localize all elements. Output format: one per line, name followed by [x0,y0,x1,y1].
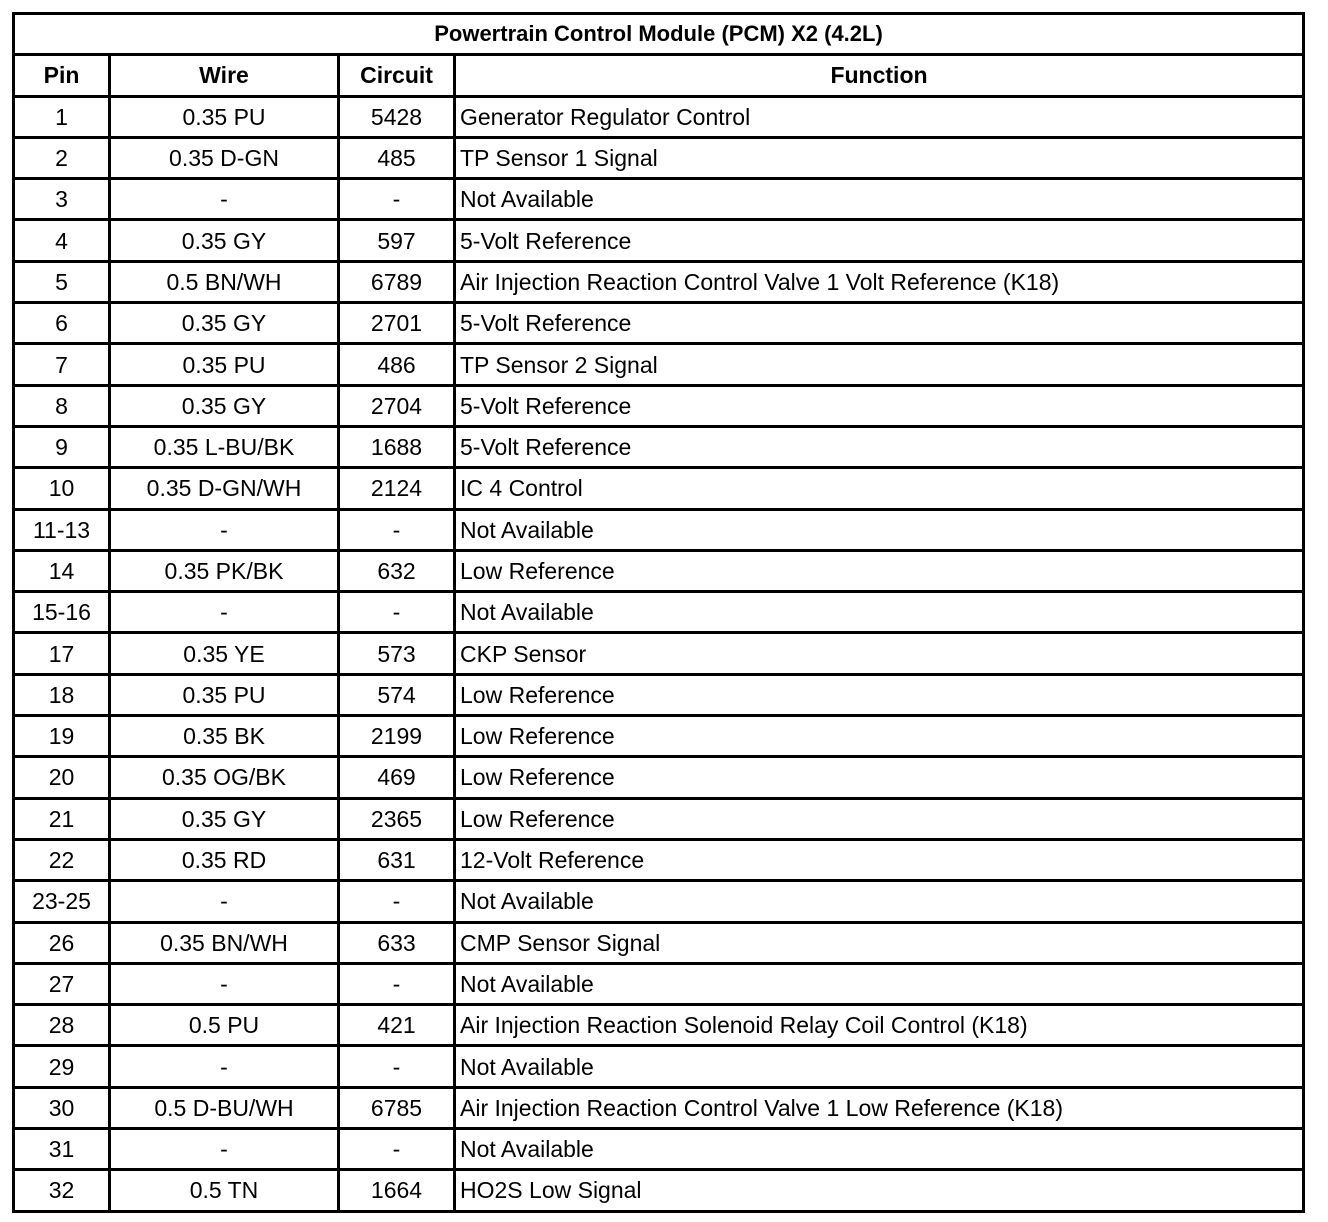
table-row [15,180,1305,221]
table-row [15,965,1305,1006]
function-cell: 5-Volt Reference [456,221,1305,262]
function-cell: CMP Sensor Signal [456,924,1305,965]
wire-cell: 0.35 BN/WH [111,924,340,965]
table-row [15,1171,1305,1212]
function-cell: Low Reference [456,676,1305,717]
pin-cell: 30 [15,1089,111,1130]
wire-cell: 0.35 L-BU/BK [111,428,340,469]
table-row [15,1006,1305,1047]
function-cell: Low Reference [456,758,1305,799]
pin-cell: 3 [15,180,111,221]
wire-cell: 0.35 GY [111,304,340,345]
header-pin: Pin [15,56,111,97]
pin-cell: 6 [15,304,111,345]
function-cell: 5-Volt Reference [456,304,1305,345]
pin-cell: 9 [15,428,111,469]
pin-cell: 8 [15,387,111,428]
table-row [15,345,1305,386]
circuit-cell: 485 [340,139,456,180]
wire-cell: 0.35 OG/BK [111,758,340,799]
function-cell: Not Available [456,965,1305,1006]
table-row [15,924,1305,965]
function-cell: Not Available [456,1130,1305,1171]
circuit-cell: 597 [340,221,456,262]
pin-cell: 27 [15,965,111,1006]
function-cell: IC 4 Control [456,469,1305,510]
wire-cell: - [111,180,340,221]
circuit-cell: - [340,1130,456,1171]
circuit-cell: 1688 [340,428,456,469]
pin-cell: 11-13 [15,511,111,552]
function-cell: Not Available [456,1047,1305,1088]
table-row [15,469,1305,510]
table-row [15,139,1305,180]
circuit-cell: 574 [340,676,456,717]
pin-cell: 21 [15,800,111,841]
pinout-table [12,12,1305,1213]
wire-cell: 0.35 RD [111,841,340,882]
function-cell: Air Injection Reaction Solenoid Relay Coil Control (K18) [456,1006,1305,1047]
wire-cell: 0.35 D-GN/WH [111,469,340,510]
pin-cell: 19 [15,717,111,758]
wire-cell: 0.35 PU [111,98,340,139]
wire-cell: 0.35 GY [111,387,340,428]
circuit-cell: 5428 [340,98,456,139]
pin-cell: 32 [15,1171,111,1212]
wire-cell: 0.35 D-GN [111,139,340,180]
table-row [15,221,1305,262]
circuit-cell: - [340,511,456,552]
pin-cell: 23-25 [15,882,111,923]
table-row [15,634,1305,675]
table-row [15,1130,1305,1171]
wire-cell: 0.5 D-BU/WH [111,1089,340,1130]
pin-cell: 28 [15,1006,111,1047]
circuit-cell: 1664 [340,1171,456,1212]
pin-cell: 14 [15,552,111,593]
pin-cell: 29 [15,1047,111,1088]
circuit-cell: 6789 [340,263,456,304]
function-cell: Low Reference [456,717,1305,758]
wire-cell: - [111,593,340,634]
wire-cell: 0.35 GY [111,800,340,841]
circuit-cell: 2704 [340,387,456,428]
title-row [15,15,1305,56]
table-row [15,428,1305,469]
pin-cell: 31 [15,1130,111,1171]
table-row [15,758,1305,799]
header-function: Function [456,56,1305,97]
circuit-cell: - [340,180,456,221]
circuit-cell: 469 [340,758,456,799]
column-header-row [15,56,1305,97]
table-header [15,15,1305,98]
pinout-table-container [12,12,1305,1213]
wire-cell: - [111,882,340,923]
table-row [15,1089,1305,1130]
function-cell: Low Reference [456,552,1305,593]
circuit-cell: 6785 [340,1089,456,1130]
function-cell: 5-Volt Reference [456,387,1305,428]
table-row [15,98,1305,139]
pin-cell: 1 [15,98,111,139]
wire-cell: - [111,1047,340,1088]
table-row [15,511,1305,552]
wire-cell: 0.5 BN/WH [111,263,340,304]
wire-cell: 0.5 PU [111,1006,340,1047]
function-cell: HO2S Low Signal [456,1171,1305,1212]
pin-cell: 2 [15,139,111,180]
wire-cell: - [111,965,340,1006]
function-cell: 12-Volt Reference [456,841,1305,882]
wire-cell: 0.35 YE [111,634,340,675]
pin-cell: 22 [15,841,111,882]
function-cell: Generator Regulator Control [456,98,1305,139]
table-row [15,552,1305,593]
function-cell: TP Sensor 2 Signal [456,345,1305,386]
function-cell: Not Available [456,593,1305,634]
table-row [15,676,1305,717]
header-wire: Wire [111,56,340,97]
function-cell: 5-Volt Reference [456,428,1305,469]
circuit-cell: - [340,593,456,634]
wire-cell: 0.35 PK/BK [111,552,340,593]
wire-cell: 0.5 TN [111,1171,340,1212]
function-cell: Not Available [456,882,1305,923]
circuit-cell: - [340,882,456,923]
table-row [15,841,1305,882]
pin-cell: 26 [15,924,111,965]
circuit-cell: 573 [340,634,456,675]
table-row [15,304,1305,345]
circuit-cell: 632 [340,552,456,593]
pin-cell: 17 [15,634,111,675]
circuit-cell: 486 [340,345,456,386]
function-cell: CKP Sensor [456,634,1305,675]
function-cell: Air Injection Reaction Control Valve 1 Low Reference (K18) [456,1089,1305,1130]
circuit-cell: - [340,965,456,1006]
pin-cell: 4 [15,221,111,262]
pin-cell: 15-16 [15,593,111,634]
circuit-cell: 2701 [340,304,456,345]
table-row [15,800,1305,841]
wire-cell: 0.35 BK [111,717,340,758]
function-cell: Air Injection Reaction Control Valve 1 Volt Reference (K18) [456,263,1305,304]
table-row [15,882,1305,923]
pin-cell: 10 [15,469,111,510]
function-cell: Low Reference [456,800,1305,841]
table-row [15,593,1305,634]
circuit-cell: 2124 [340,469,456,510]
table-row [15,263,1305,304]
wire-cell: 0.35 PU [111,676,340,717]
table-row [15,387,1305,428]
table-title: Powertrain Control Module (PCM) X2 (4.2L) [15,15,1305,56]
wire-cell: - [111,1130,340,1171]
pin-cell: 7 [15,345,111,386]
function-cell: Not Available [456,511,1305,552]
wire-cell: - [111,511,340,552]
circuit-cell: 421 [340,1006,456,1047]
pin-cell: 18 [15,676,111,717]
circuit-cell: 2365 [340,800,456,841]
wire-cell: 0.35 GY [111,221,340,262]
table-row [15,1047,1305,1088]
circuit-cell: - [340,1047,456,1088]
header-circuit: Circuit [340,56,456,97]
pin-cell: 5 [15,263,111,304]
circuit-cell: 633 [340,924,456,965]
table-body [15,98,1305,1213]
function-cell: Not Available [456,180,1305,221]
circuit-cell: 2199 [340,717,456,758]
wire-cell: 0.35 PU [111,345,340,386]
pin-cell: 20 [15,758,111,799]
circuit-cell: 631 [340,841,456,882]
table-row [15,717,1305,758]
function-cell: TP Sensor 1 Signal [456,139,1305,180]
